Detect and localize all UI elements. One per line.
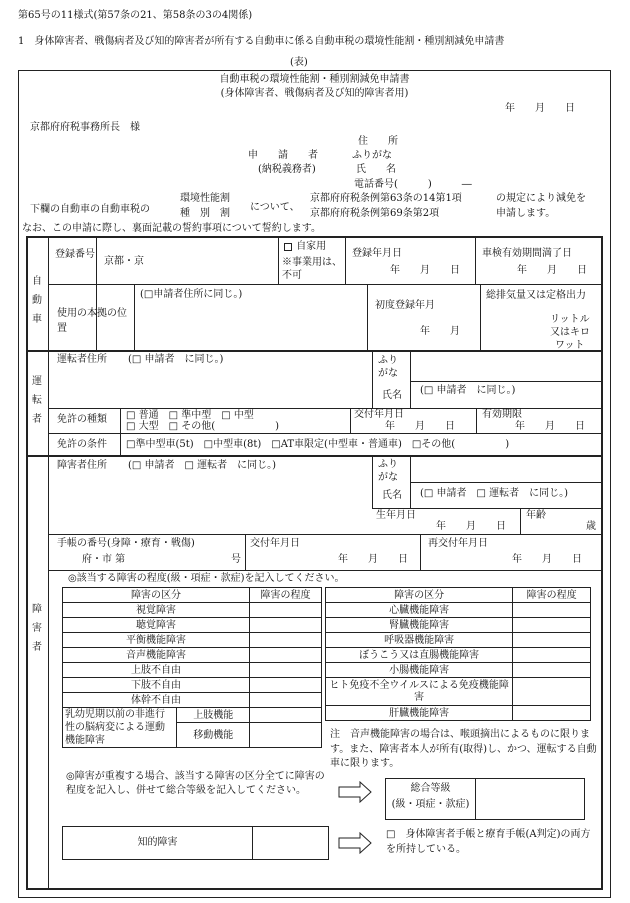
driver-address-same[interactable]: (□ 申請者 に同じ。) — [128, 354, 224, 365]
category-header: 障害の区分 — [63, 588, 250, 603]
age-label: 年齢 — [526, 510, 546, 521]
notebook-reissue-label: 再交付年月日 — [428, 538, 488, 549]
brain-sub-move: 移動機能 — [177, 723, 250, 748]
disabled-address-label: 障害者住所 — [57, 460, 107, 471]
applicant-furigana-label: ふりがな — [352, 150, 392, 161]
driver-name-same[interactable]: (□ 申請者 に同じ。) — [420, 385, 516, 396]
table-row — [326, 678, 591, 706]
brain-sub-upper: 上肢機能 — [177, 708, 250, 723]
brain-lesion-label: 乳幼児期以前の非進行性の脳病変による運動機能障害 — [63, 708, 177, 748]
request-text-2: について、 — [250, 202, 300, 213]
degree-cell[interactable] — [250, 693, 322, 708]
applicant-phone-label: 電話番号( ) ― — [354, 179, 472, 190]
category-cell: ぼうこう又は直腸機能障害 — [326, 648, 513, 663]
license-issue-label: 交付年月日 — [354, 409, 404, 420]
disability-table-left — [62, 587, 322, 748]
license-type-label: 免許の種類 — [57, 414, 107, 425]
degree-cell[interactable] — [513, 678, 591, 706]
displacement-unit-1: リットル — [550, 314, 590, 325]
degree-cell[interactable] — [250, 678, 322, 693]
degree-header: 障害の程度 — [250, 588, 322, 603]
disabled-name-label: 氏名 — [382, 490, 402, 501]
notebook-number-unit: 号 — [231, 554, 241, 565]
ordinance-2: 京都府府税条例第69条第2項 — [310, 208, 440, 219]
request-text-4: 申請します。 — [496, 208, 556, 219]
notebook-issue-label: 交付年月日 — [250, 538, 300, 549]
degree-cell[interactable] — [513, 603, 591, 618]
displacement-label: 総排気量又は定格出力 — [486, 290, 586, 301]
license-conditions-label: 免許の条件 — [57, 439, 107, 450]
category-cell: 肝臓機能障害 — [326, 706, 513, 721]
disabled-name-same[interactable]: (□ 申請者 □ 運転者 に同じ。) — [420, 488, 569, 499]
category-cell: 視覚障害 — [63, 603, 250, 618]
voice-disability-note: 注 音声機能障害の場合は、喉頭摘出によるものに限ります。また、障害者本人が所有(取得)し、かつ、運転する自動車に限ります。 — [330, 729, 597, 769]
overall-grade-input[interactable] — [478, 782, 582, 816]
category-cell: 体幹不自由 — [63, 693, 250, 708]
table-row — [63, 633, 322, 648]
degree-cell[interactable] — [513, 663, 591, 678]
applicant-label: 申 請 者 — [248, 150, 318, 161]
both-notebooks-option[interactable]: □ 身体障害者手帳と療育手帳(A判定)の両方を所持している。 — [386, 829, 591, 855]
table-row — [63, 618, 322, 633]
table-row — [326, 618, 591, 633]
driver-furigana-label: ふりがな — [378, 355, 398, 379]
table-row — [63, 648, 322, 663]
first-reg-value[interactable]: 年 月 — [420, 326, 460, 337]
category-cell: 腎臓機能障害 — [326, 618, 513, 633]
disabled-section-label: 障害者 — [32, 604, 42, 653]
degree-instruction: ◎該当する障害の程度(級・項症・款症)を記入してください。 — [68, 573, 345, 584]
degree-cell[interactable] — [513, 618, 591, 633]
age-unit: 歳 — [586, 521, 596, 532]
table-row — [326, 706, 591, 721]
form-side: (表) — [290, 57, 308, 68]
degree-cell[interactable] — [250, 648, 322, 663]
degree-cell[interactable] — [513, 706, 591, 721]
category-cell: 上肢不自由 — [63, 663, 250, 678]
degree-cell[interactable] — [250, 708, 322, 723]
reg-no-label: 登録番号 — [55, 249, 95, 260]
notebook-issue-value[interactable]: 年 月 日 — [338, 554, 408, 565]
form-title: 1 身体障害者、戦傷病者及び知的障害者が所有する自動車に係る自動車税の環境性能割・種別割減免申請書 — [18, 36, 505, 47]
overall-grade-label: 総合等級 — [410, 783, 451, 794]
first-reg-label: 初度登録年月 — [375, 300, 435, 311]
reg-date-value[interactable]: 年 月 日 — [390, 265, 460, 276]
overall-grade-sub: (級・項症・款症) — [391, 799, 470, 810]
intellectual-input[interactable] — [256, 830, 326, 856]
displacement-unit-2: 又はキロ — [550, 327, 590, 338]
oath-text: なお、この申請に際し、裏面記載の誓約事項について誓約します。 — [22, 223, 321, 234]
business-use-note: ※事業用は、不可 — [282, 257, 342, 281]
category-cell: 音声機能障害 — [63, 648, 250, 663]
category-cell: 聴覚障害 — [63, 618, 250, 633]
addressee: 京都府府税事務所長 様 — [30, 122, 140, 133]
disability-table-right — [325, 587, 591, 721]
form-number: 第65号の11様式(第57条の21、第58条の3の4関係) — [18, 10, 253, 21]
category-cell: 心臓機能障害 — [326, 603, 513, 618]
table-row — [326, 633, 591, 648]
vehicle-section-label: 自動車 — [32, 276, 42, 325]
category-cell: 呼吸器機能障害 — [326, 633, 513, 648]
request-text-3: の規定により減免を — [496, 193, 586, 204]
inspection-value[interactable]: 年 月 日 — [517, 265, 587, 276]
degree-cell[interactable] — [250, 633, 322, 648]
ordinance-1: 京都府府税条例第63条の14第1項 — [310, 193, 462, 204]
taxpayer-label: (納税義務者) — [258, 164, 316, 175]
table-row — [63, 693, 322, 708]
table-row — [326, 663, 591, 678]
birth-date-label: 生年月日 — [376, 510, 416, 521]
application-title: 自動車税の環境性能割・種別割減免申請書 — [219, 74, 410, 85]
application-subtitle: (身体障害者、戦傷病者及び知的障害者用) — [220, 88, 409, 99]
notebook-reissue-value[interactable]: 年 月 日 — [512, 554, 582, 565]
applicant-name-label: 氏 名 — [356, 164, 396, 175]
license-types-row1[interactable]: □ 普通 □ 準中型 □ 中型 — [126, 410, 254, 421]
arrow-right-icon — [338, 832, 372, 854]
driver-section-label: 運転者 — [32, 376, 42, 425]
notebook-label: 手帳の番号(身障・療育・戦傷) — [57, 538, 195, 549]
category-cell: 小腸機能障害 — [326, 663, 513, 678]
driver-address-label: 運転者住所 — [57, 354, 107, 365]
category-header: 障害の区分 — [326, 588, 513, 603]
multiple-disability-note: ◎障害が重複する場合、該当する障害の区分全てに障害の程度を記入し、併せて総合等級を記入してください。 — [66, 771, 325, 796]
degree-cell[interactable] — [250, 663, 322, 678]
applicant-address-label: 住 所 — [358, 136, 398, 147]
application-date[interactable]: 年 月 日 — [505, 103, 575, 114]
birth-date-value[interactable]: 年 月 日 — [436, 521, 506, 532]
table-header-row — [326, 588, 591, 603]
table-row — [63, 678, 322, 693]
table-row — [326, 648, 591, 663]
table-header-row — [63, 588, 322, 603]
intellectual-label: 知的障害 — [137, 837, 178, 848]
table-row — [63, 708, 322, 723]
license-valid-label: 有効期限 — [482, 409, 522, 420]
degree-header: 障害の程度 — [513, 588, 591, 603]
table-row — [63, 603, 322, 618]
request-option-environment: 環境性能割 — [180, 193, 230, 204]
license-valid-value[interactable]: 年 月 日 — [515, 421, 585, 432]
table-row — [326, 603, 591, 618]
disabled-address-same[interactable]: (□ 申請者 □ 運転者 に同じ。) — [128, 460, 277, 471]
reg-date-label: 登録年月日 — [352, 248, 402, 259]
category-cell: ヒト免疫不全ウイルスによる免疫機能障害 — [326, 678, 513, 706]
location-label: 使用の本拠の位置 — [57, 308, 127, 334]
location-same-option[interactable]: (□申請者住所に同じ。) — [140, 289, 243, 300]
license-types-row2[interactable]: □ 大型 □ その他( ) — [126, 421, 280, 432]
displacement-unit-3: ワット — [555, 340, 585, 351]
degree-cell[interactable] — [513, 648, 591, 663]
table-row — [63, 663, 322, 678]
degree-cell[interactable] — [250, 603, 322, 618]
inspection-label: 車検有効期間満了日 — [482, 248, 572, 259]
degree-cell[interactable] — [250, 618, 322, 633]
category-cell: 下肢不自由 — [63, 678, 250, 693]
notebook-prefecture: 府・市 第 — [82, 554, 126, 565]
request-text-1: 下欄の自動車の自動車税の — [30, 204, 150, 215]
degree-cell[interactable] — [250, 723, 322, 748]
category-cell: 平衡機能障害 — [63, 633, 250, 648]
license-conditions-options[interactable]: □準中型車(5t) □中型車(8t) □AT車限定(中型車・普通車) □その他( ) — [126, 439, 510, 450]
disabled-furigana-label: ふりがな — [378, 459, 398, 483]
driver-name-label: 氏名 — [382, 390, 402, 401]
license-issue-value[interactable]: 年 月 日 — [385, 421, 455, 432]
request-option-type: 種 別 割 — [180, 208, 230, 219]
arrow-right-icon — [338, 781, 372, 803]
reg-no-value[interactable]: 京都・京 — [104, 256, 144, 267]
degree-cell[interactable] — [513, 633, 591, 648]
private-use-option[interactable]: 自家用 — [284, 241, 326, 253]
